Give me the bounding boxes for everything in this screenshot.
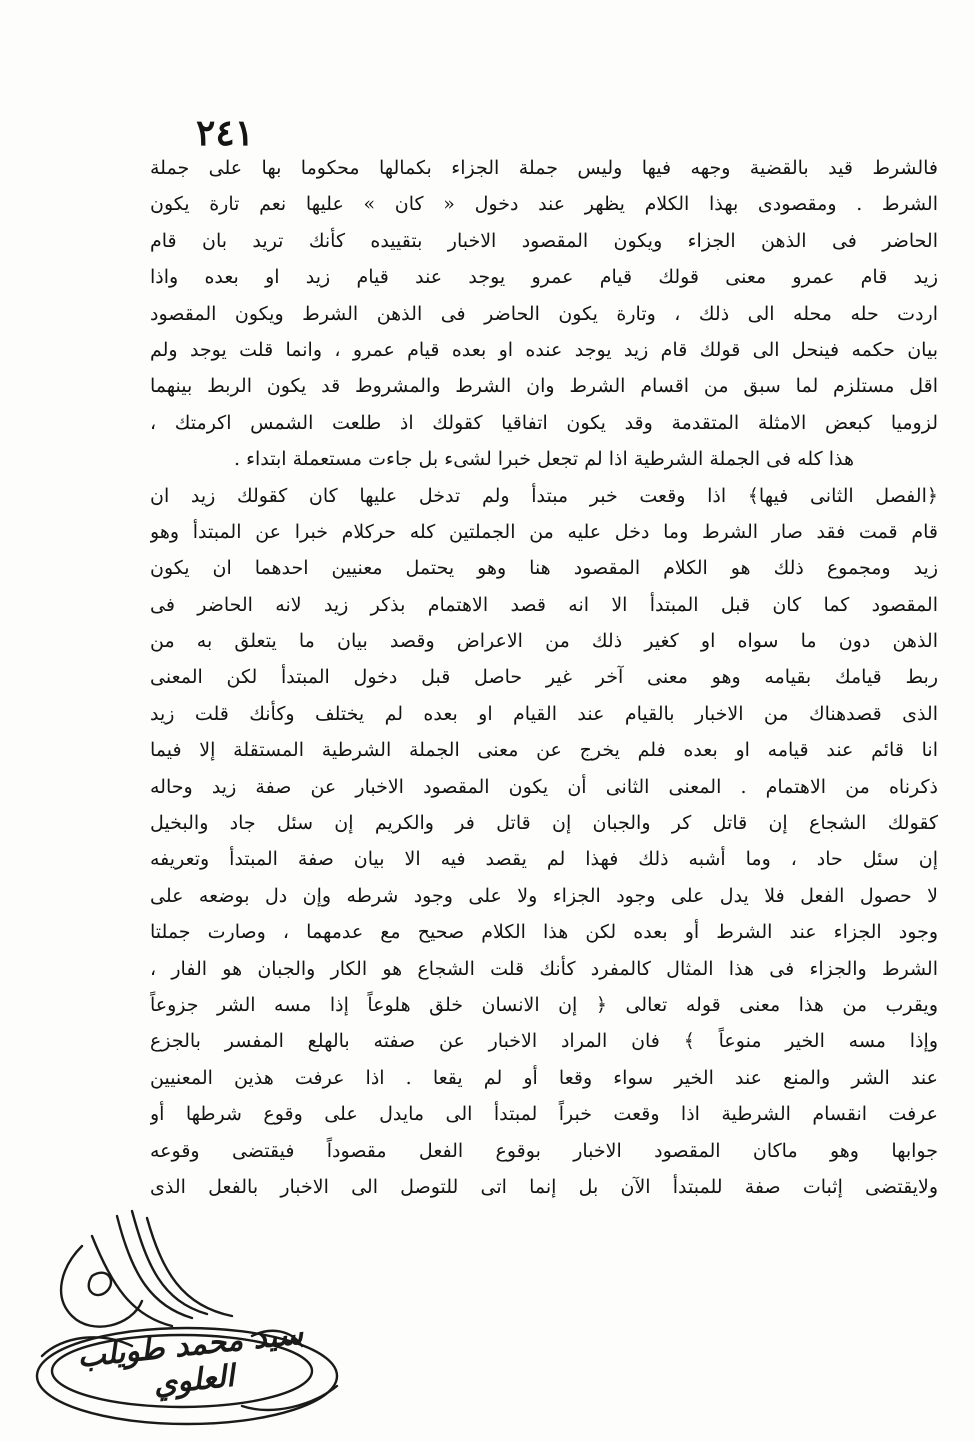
text-line: لا حصول الفعل فلا يدل على وجود الجزاء ولا على وجود شرطه وإن دل بوضعه على (150, 884, 938, 907)
text-line: الذى قصدهناك من الاخبار بالقيام عند القيام او بعده لم يختلف وكأنك قلت زيد (150, 702, 938, 725)
text-line: وجود الجزاء عند الشرط أو بعده لكن هذا الكلام صحيح مع عدمهما ، وصارت جملتا (150, 921, 938, 944)
text-line: اقل مستلزم لما سبق من اقسام الشرط وان الشرط والمشروط قد يكون الربط بينهما (150, 375, 938, 398)
text-line: فالشرط قيد بالقضية وجهه فيها وليس جملة الجزاء بكمالها محكوما بها على جملة (150, 157, 938, 179)
text-line: بيان حكمه فينحل الى قولك قام زيد يوجد عنده او بعده قيام عمرو ، وانما قلت يوجد ولم (150, 338, 938, 361)
text-line: المقصود كما كان قبل المبتدأ الا انه قصد الاهتمام بذكر زيد لانه الحاضر فى (150, 593, 938, 616)
text-line: اردت حله محله الى ذلك ، وتارة يكون الحاضر فى الذهن الشرط ويكون المقصود (150, 302, 938, 325)
text-line: الشرط . ومقصودى بهذا الكلام يظهر عند دخول « كان » عليها نعم تارة يكون (150, 193, 938, 216)
page-number: ٢٤١ (196, 112, 255, 154)
text-line: ذكرناه من الاهتمام . المعنى الثانى أن يكون المقصود الاخبار عن صفة زيد وحاله (150, 775, 938, 798)
text-line: عرفت انقسام الشرطية اذا وقعت خبراً لمبتدأ الى مايدل على وقوع شرطها أو (150, 1103, 938, 1126)
text-line: الذهن دون ما سواه او كغير ذلك من الاعراض وقصد بيان ما يتعلق به من (150, 630, 938, 653)
text-line: زيد قام عمرو معنى قولك قيام عمرو يوجد عند قيام زيد او بعده واذا (150, 266, 938, 289)
text-line: انا قائم عند قيامه او بعده فلم يخرج عن معنى الجملة الشرطية المستقلة إلا فيما (150, 739, 938, 762)
text-line: ﴿الفصل الثانى فيها﴾ اذا وقعت خبر مبتدأ ولم تدخل عليها كان كقولك زيد ان (150, 484, 938, 507)
text-line: لزوميا كبعض الامثلة المتقدمة وقد يكون اتفاقيا كقولك اذ طلعت الشمس اكرمتك ، (150, 411, 938, 434)
text-line: عند الشر والمنع عند الخير سواء وقعا أو لم يقعا . اذا عرفت هذين المعنيين (150, 1066, 938, 1089)
text-line: هذا كله فى الجملة الشرطية اذا لم تجعل خبرا لشىء بل جاءت مستعملة ابتداء . (234, 448, 854, 471)
signature-seal (22, 1206, 352, 1436)
text-line: جوابها وهو ماكان المقصود الاخبار بوقوع الفعل مقصوداً فيقتضى وقوعه (150, 1139, 938, 1162)
text-line: زيد ومجموع ذلك هو الكلام المقصود هنا وهو يحتمل معنيين احدهما ان يكون (150, 557, 938, 580)
body-text (150, 150, 938, 1205)
text-line: وإذا مسه الخير منوعاً ﴾ فان المراد الاخبار عن صفته بالهلع المفسر بالجزع (150, 1030, 938, 1053)
text-line: الشرط والجزاء فى هذا المثال كالمفرد كأنك قلت الشجاع هو الكار والجبان هو الفار ، (150, 957, 938, 980)
text-line: الحاضر فى الذهن الجزاء ويكون المقصود الاخبار بتقييده كأنك تريد بان قام (150, 229, 938, 252)
text-line: ولايقتضى إثبات صفة للمبتدأ الآن بل إنما اتى للتوصل الى الاخبار بالفعل الذى (150, 1175, 938, 1198)
seal-signature-text: سيد محمد طويلب العلوي (75, 1316, 305, 1403)
text-line: ربط قيامك بقيامه وهو معنى آخر غير حاصل قبل دخول المبتدأ لكن المعنى (150, 666, 938, 689)
text-line: إن سئل حاد ، وما أشبه ذلك فهذا لم يقصد فيه الا بيان صفة المبتدأ وتعريفه (150, 848, 938, 871)
text-line: قام قمت فقد صار الشرط وما دخل عليه من الجملتين كله حركلام خبرا عن المبتدأ وهو (150, 520, 938, 543)
text-line: كقولك الشجاع إن قاتل كر والجبان إن قاتل فر والكريم إن سئل جاد والبخيل (150, 812, 938, 835)
text-line: ويقرب من هذا معنى قوله تعالى ﴿ إن الانسان خلق هلوعاً إذا مسه الشر جزوعاً (150, 993, 938, 1016)
